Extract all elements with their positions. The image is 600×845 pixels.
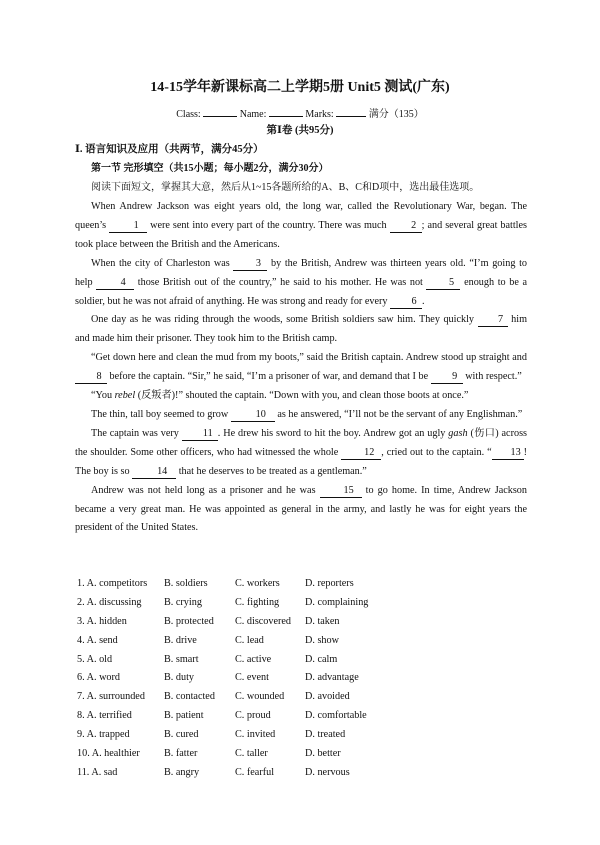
paragraph-5: “You rebel (反叛者)!” shouted the captain. “Down with you, and clean those boots at once.”: [91, 390, 469, 402]
blank-2: 2: [390, 220, 422, 233]
paragraph-4: “Get down here and clean the mud from my boots,” said the British captain. Andrew stood up straight and 8 before the captain. “Sir,” he said, “I’m a prisoner of war, and demand that I be 9 with respect.”: [75, 349, 527, 387]
option-row: 8. A. terrified B. patient C. proud D. comfortable: [77, 710, 367, 722]
blank-1: 1: [109, 220, 147, 233]
gash-word: gash: [448, 427, 468, 439]
blank-3: 3: [233, 258, 267, 271]
option-row: 5. A. old B. smart C. active D. calm: [77, 653, 338, 665]
paragraph-8: Andrew was not held long as a prisoner and he was 15 to go home. In time, Andrew Jackson became a very great man. He was appointed as general in the army, and lastly he was for eight years the president of the United States.: [75, 484, 527, 534]
paragraph-2: When the city of Charleston was 3 by the British, Andrew was thirteen years old. “I’m going to help 4 those British out of the country,” he said to his mother. He was not 5 enough to be a soldier, but he was not afraid of anything. He was strong and ready for every 6 .: [75, 257, 527, 307]
subsection-heading: 第一节 完形填空（共15小题；每小题2分，满分30分）: [91, 163, 329, 174]
page-title: 14-15学年新课标高二上学期5册 Unit5 测试(广东): [150, 80, 450, 95]
blank-4: 4: [96, 277, 134, 290]
name-label: Name:: [239, 109, 267, 120]
option-row: 9. A. trapped B. cured C. invited D. treated: [77, 729, 346, 741]
blank-14: 14: [132, 466, 176, 479]
blank-15: 15: [320, 485, 362, 498]
marks-blank: [336, 105, 366, 117]
answer-options: [77, 575, 517, 783]
student-info-line: [0, 105, 600, 123]
name-blank: [269, 105, 303, 117]
paragraph-3: One day as he was riding through the woods, some British soldiers saw him. They quickly 7 him and made him their prisoner. They took him to the British camp.: [75, 314, 527, 345]
class-blank: [203, 105, 237, 117]
blank-7: 7: [478, 314, 508, 327]
instruction-text: 阅读下面短文，掌握其大意，然后从1~15各题所给的A、B、C和D项中，选出最佳选项。: [91, 182, 480, 193]
option-row: 4. A. send B. drive C. lead D. show: [77, 634, 339, 646]
option-row: 11. A. sad B. angry C. fearful D. nervous: [77, 766, 350, 778]
paragraph-1: When Andrew Jackson was eight years old, the long war, called the Revolutionary War, began. The queen’s 1 were sent into every part of the country. There was much 2 ; and several great battles took place between the British and the Americans.: [75, 201, 528, 250]
option-row: 10. A. healthier B. fatter C. taller D. better: [77, 748, 341, 760]
option-row: 3. A. hidden B. protected C. discovered D. taken: [77, 615, 340, 627]
class-label: Class:: [176, 109, 201, 120]
blank-13: 13: [492, 447, 524, 460]
part-heading: Ⅰ. 语言知识及应用（共两节，满分45分）: [75, 144, 264, 155]
option-row: 7. A. surrounded B. contacted C. wounded D. avoided: [77, 691, 350, 703]
marks-label: Marks:: [305, 109, 334, 120]
paragraph-6: The thin, tall boy seemed to grow 10 as he answered, “I’ll not be the servant of any Englishman.”: [91, 408, 523, 420]
blank-5: 5: [426, 277, 460, 290]
cloze-passage: [75, 198, 527, 538]
full-marks: 满分（135）: [368, 109, 424, 120]
blank-8: 8: [75, 371, 107, 384]
option-row: 2. A. discussing B. crying C. fighting D. complaining: [77, 596, 369, 608]
blank-11: 11: [182, 428, 218, 441]
paragraph-7: The captain was very 11 . He drew his sword to hit the boy. Andrew got an ugly gash (伤口) across the shoulder. Some other officers, who had witnessed the whole 12 , cried out to the captain. “ 13 ! The boy is so 14 that he deserves to be treated as a gentleman.”: [75, 427, 527, 477]
blank-12: 12: [341, 447, 381, 460]
option-row: 1. A. competitors B. soldiers C. workers D. reporters: [77, 578, 354, 589]
blank-6: 6: [390, 296, 422, 309]
option-row: 6. A. word B. duty C. event D. advantage: [77, 672, 359, 684]
volume-heading: 第Ⅰ卷 (共95分): [266, 125, 334, 136]
rebel-word: rebel: [114, 390, 136, 402]
blank-9: 9: [431, 371, 463, 384]
blank-10: 10: [231, 409, 275, 422]
